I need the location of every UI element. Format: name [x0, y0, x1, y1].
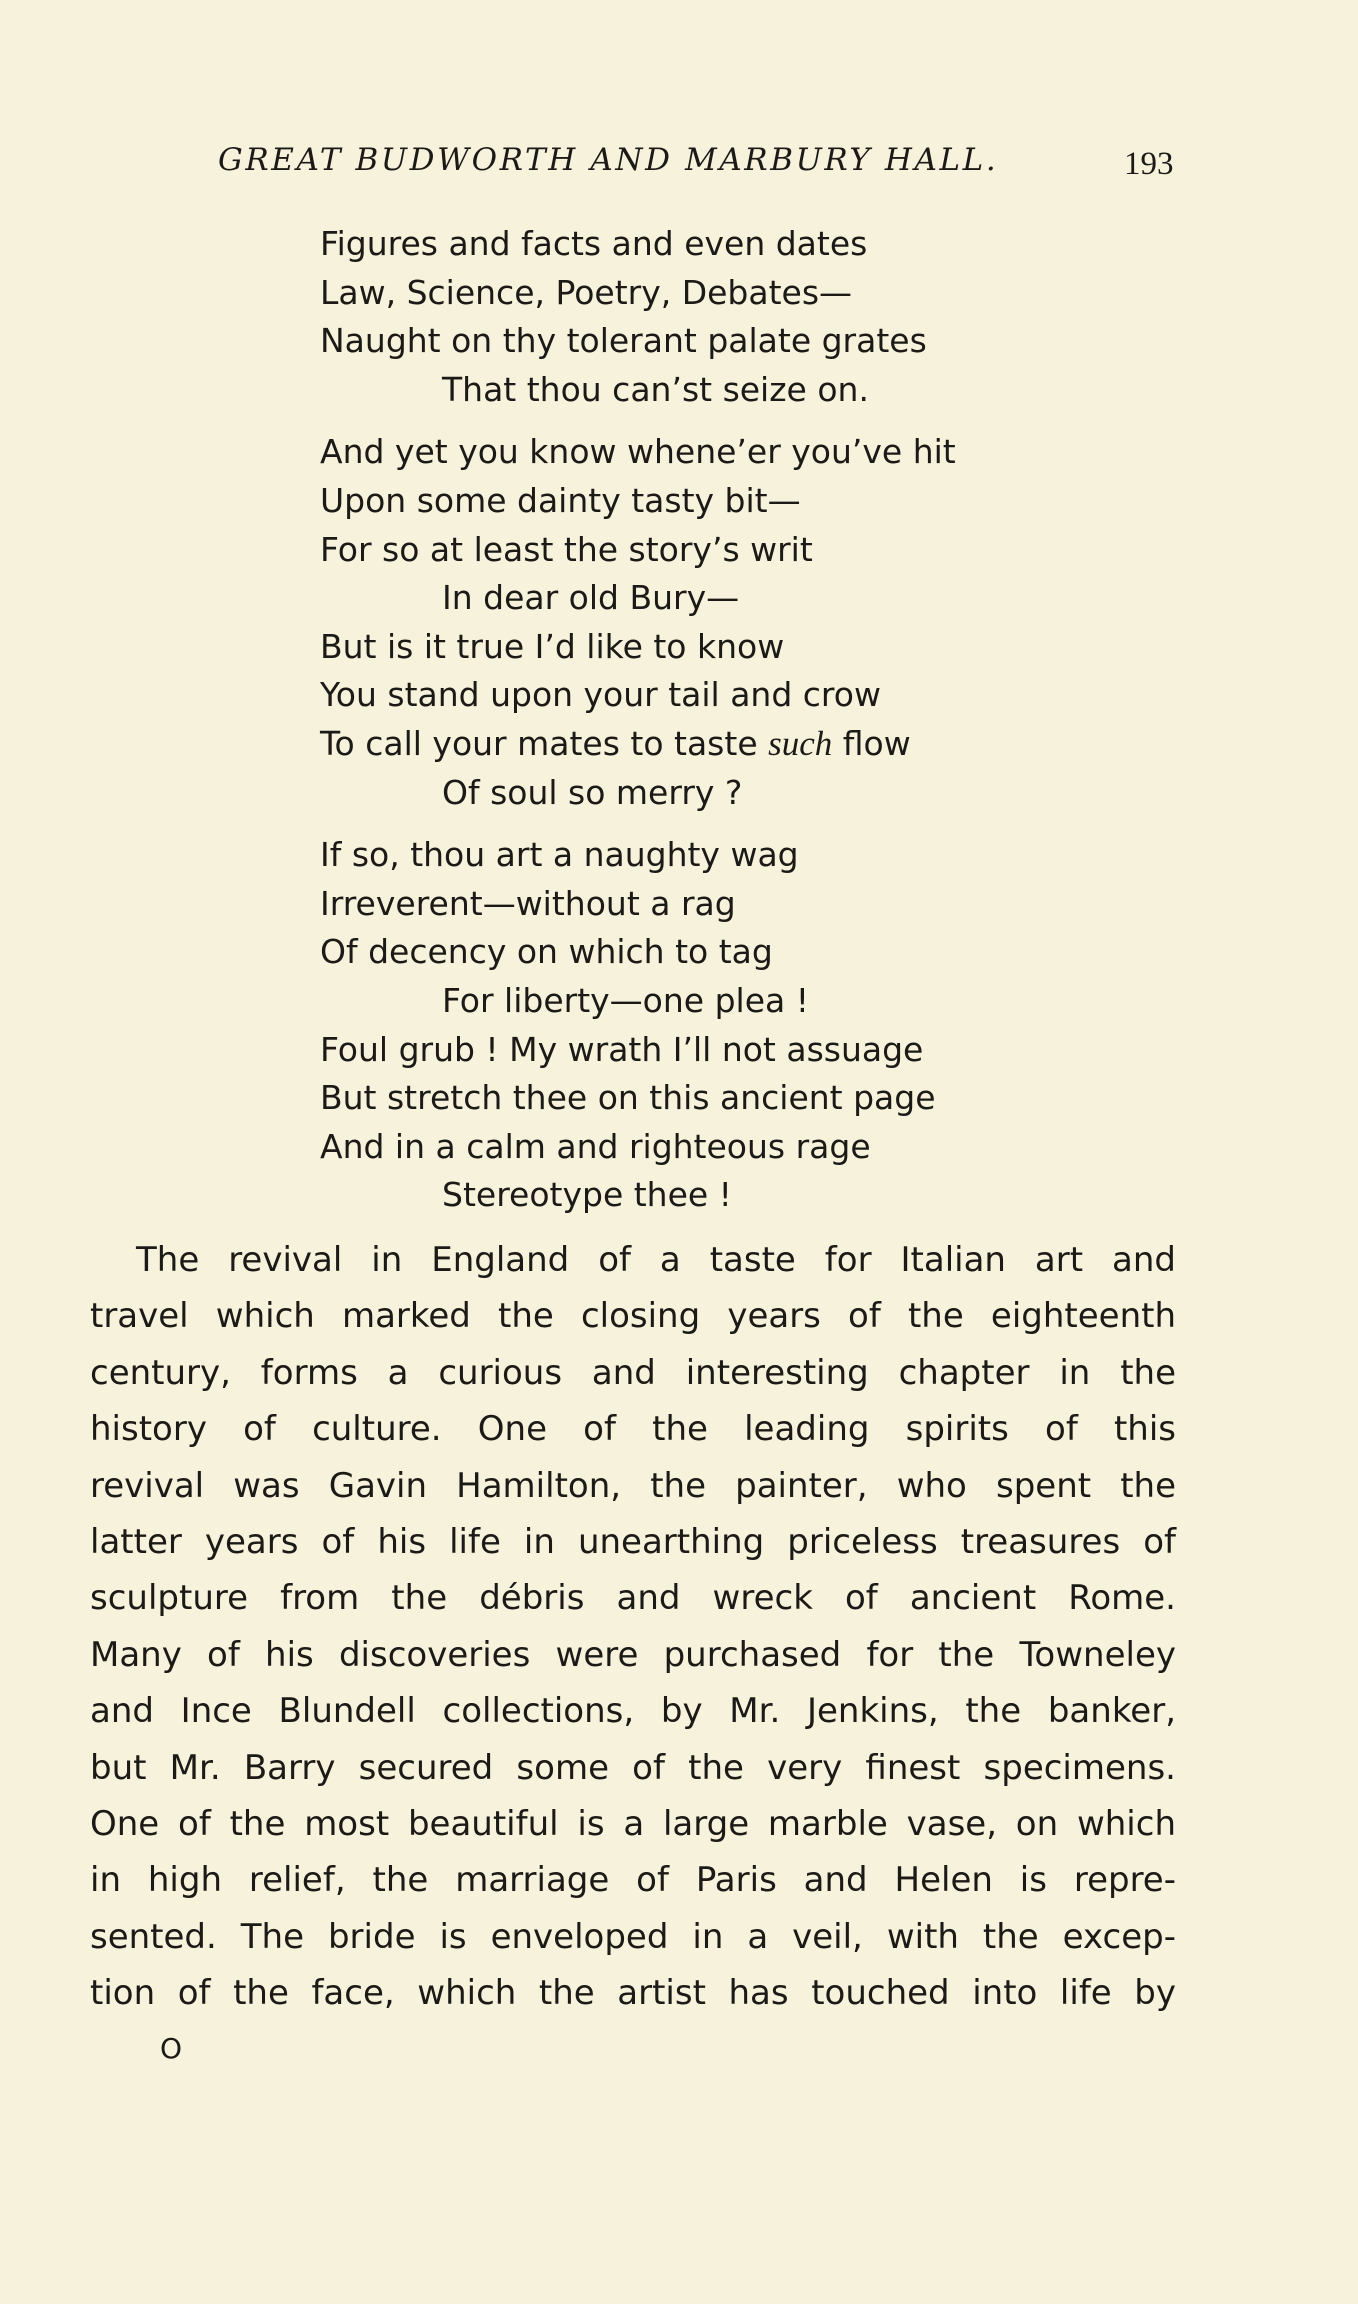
poem	[320, 220, 1120, 1234]
prose-line: Many of his discoveries were purchased for the Towneley	[90, 1634, 1176, 1675]
verse-line-with-italic	[320, 720, 1120, 769]
running-title: GREAT BUDWORTH AND MARBURY HALL.	[218, 142, 999, 178]
verse-line: If so, thou art a naughty wag	[320, 835, 799, 875]
prose-line: century, forms a curious and interesting chapter in the	[90, 1352, 1176, 1393]
poem-stanza-1	[320, 220, 1120, 414]
prose-line: One of the most beautiful is a large marble vase, on which	[90, 1803, 1176, 1844]
italic-word: such	[768, 723, 833, 763]
verse-text: To call your mates to taste	[320, 723, 769, 763]
prose-line: tion of the face, which the artist has touched into life by	[90, 1973, 1176, 2014]
prose-line: and Ince Blundell collections, by Mr. Jenkins, the banker,	[90, 1691, 1176, 1732]
prose-line: history of culture. One of the leading spirits of this	[90, 1409, 1176, 1450]
verse-line: Figures and facts and even dates	[320, 224, 868, 263]
verse-line: But stretch thee on this ancient page	[320, 1078, 936, 1118]
verse-line: For liberty—one plea !	[442, 980, 809, 1020]
prose-line: in high relief, the marriage of Paris and Helen is repre-	[90, 1860, 1176, 1901]
verse-line: Foul grub ! My wrath I’ll not assuage	[320, 1029, 924, 1069]
prose-line: The revival in England of a taste for Italian art and	[136, 1240, 1176, 1280]
verse-line: Upon some dainty tasty bit—	[320, 480, 801, 520]
verse-line: That thou can’st seize on.	[442, 369, 869, 409]
verse-line: Of decency on which to tag	[320, 932, 773, 972]
verse-line: You stand upon your tail and crow	[320, 675, 881, 715]
verse-line: But is it true I’d like to know	[320, 626, 785, 666]
prose-paragraph	[90, 1232, 1176, 2021]
verse-text: flow	[832, 723, 911, 763]
verse-line: In dear old Bury—	[442, 578, 740, 618]
running-head	[0, 142, 1358, 186]
verse-line: And yet you know whene’er you’ve hit	[320, 432, 956, 472]
poem-stanza-2	[320, 428, 1120, 817]
prose-line: sented. The bride is enveloped in a veil, with the excep-	[90, 1916, 1176, 1957]
prose-line: sculpture from the débris and wreck of ancient Rome.	[90, 1578, 1176, 1619]
verse-line: Irreverent—without a rag	[320, 883, 736, 923]
prose-line: revival was Gavin Hamilton, the painter, who spent the	[90, 1465, 1176, 1506]
signature-mark: O	[160, 2032, 183, 2065]
verse-line: Law, Science, Poetry, Debates—	[320, 272, 853, 312]
prose-line: travel which marked the closing years of the eighteenth	[90, 1296, 1176, 1337]
verse-line: And in a calm and righteous rage	[320, 1126, 871, 1166]
poem-stanza-3	[320, 831, 1120, 1220]
page-number: 193	[1124, 146, 1174, 182]
verse-line: Naught on thy tolerant palate grates	[320, 321, 927, 361]
verse-line: For so at least the story’s writ	[320, 529, 813, 569]
verse-line: Of soul so merry ?	[442, 772, 743, 812]
prose-line: latter years of his life in unearthing priceless treasures of	[90, 1521, 1176, 1562]
verse-line: Stereotype thee !	[442, 1175, 732, 1215]
prose-line: but Mr. Barry secured some of the very finest specimens.	[90, 1747, 1176, 1788]
